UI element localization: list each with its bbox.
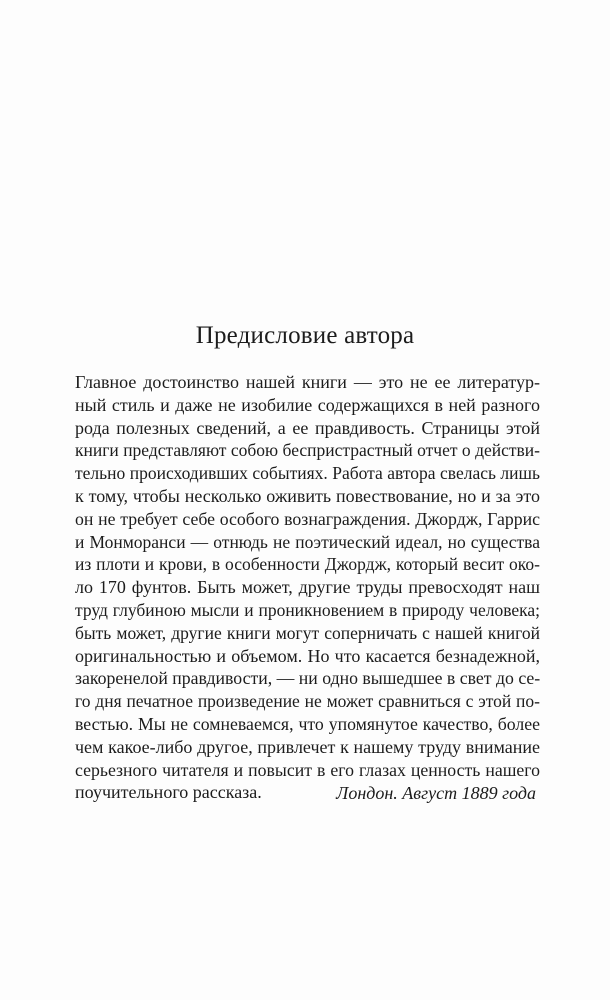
text-line: поучительного рассказа.: [75, 782, 262, 803]
text-line: вестью. Мы не сомневаемся, что упомянутое качество, более: [75, 713, 540, 734]
text-line: Главное достоинство нашей книги — это не ее литератур-: [75, 372, 540, 392]
text-line: ный стиль и даже не изобилие содержащихся в ней разного: [75, 394, 540, 415]
signature-date: Лондон. Август 1889 года: [336, 783, 536, 803]
text-line: рода полезных сведений, а ее правдивость. Страницы этой: [75, 417, 540, 438]
page-title: Предисловие автора: [195, 322, 415, 349]
text-line: закоренелой правдивости, — ни одно вышедшее в свет до се-: [75, 668, 541, 689]
text-line: го дня печатное произведение не может сравниться с этой по-: [75, 691, 540, 712]
text-line: из плоти и крови, в особенности Джордж, который весит око-: [75, 554, 540, 575]
text-line: чем какое-либо другое, привлечет к нашему труду внимание: [75, 736, 540, 757]
text-line: оригинальностью и объемом. Но что касается безнадежной,: [75, 645, 540, 666]
text-line: труд глубиною мысли и проникновением в природу человека;: [75, 599, 540, 620]
text-line: и Монморанси — отнюдь не поэтический идеал, но существа: [75, 531, 540, 552]
text-line: серьезного читателя и повысит в его глазах ценность нашего: [75, 759, 540, 780]
text-line: ло 170 фунтов. Быть может, другие труды превосходят наш: [75, 577, 540, 598]
text-line: тельно происходивших событиях. Работа автора свелась лишь: [75, 463, 540, 484]
text-line: книги представляют собою беспристрастный отчет о действи-: [75, 440, 540, 461]
preface-body: [75, 371, 540, 804]
text-line: быть может, другие книги могут соперничать с нашей книгой: [75, 622, 540, 643]
text-line: он не требует себе особого вознаграждения. Джордж, Гаррис: [75, 508, 540, 529]
text-line: к тому, чтобы несколько оживить повествование, но и за это: [75, 485, 540, 506]
